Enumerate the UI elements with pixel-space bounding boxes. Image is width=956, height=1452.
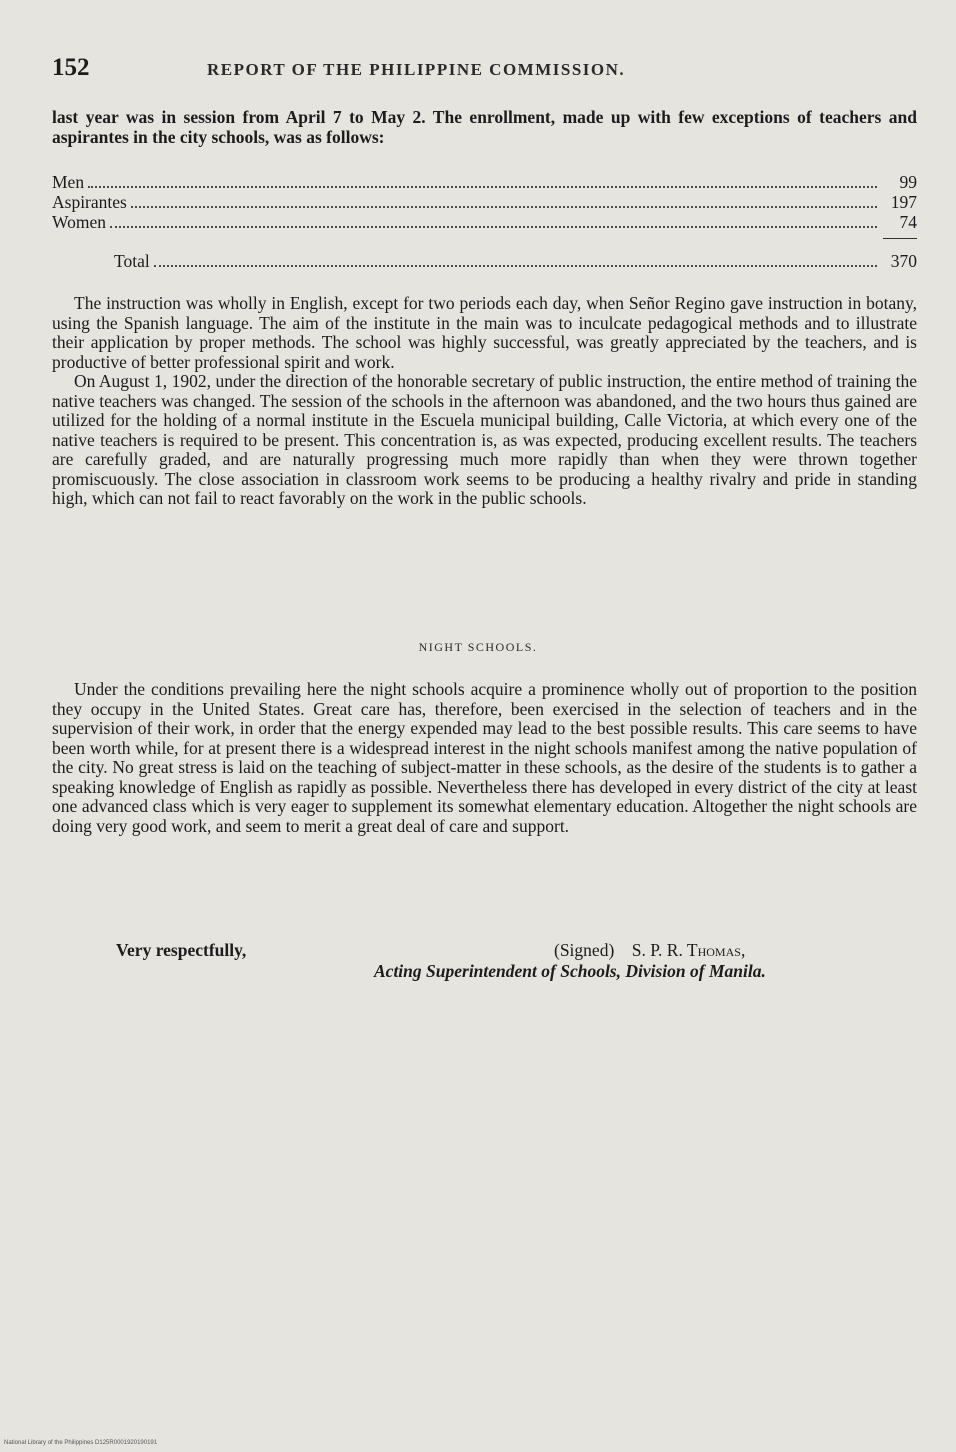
signer-title: Acting Superintendent of Schools, Division of Manila. (374, 961, 766, 981)
row-value: 197 (890, 192, 917, 212)
dot-leader (88, 174, 877, 188)
enrollment-table (52, 172, 917, 271)
dot-leader (110, 214, 877, 228)
paragraph: On August 1, 1902, under the direction of the honorable secretary of public instruction, the entire method of training the native teachers was changed. The session of the schools in the afternoon was abandoned, and the two hours thus gained are utilized for the holding of a normal institute in the Escuela municipal building, Calle Victoria, at which every one of the native teachers is required to be present. This concentration is, as was expected, producing excellent results. The teachers are carefully graded, and are naturally progressing much more rapidly than when they were thrown together promiscuously. The close association in classroom work seems to be producing a healthy rivalry and pride in standing high, which can not fail to react favorably on the work in the public schools. (52, 371, 917, 508)
row-value: 99 (899, 172, 917, 192)
institute-section (52, 294, 917, 509)
paragraph: The instruction was wholly in English, except for two periods each day, when Señor Regino gave instruction in botany, using the Spanish language. The aim of the institute in the main was to inculcate pedagogical methods and to illustrate their application by proper methods. The school was highly successful, was greatly appreciated by the teachers, and is productive of better professional spirit and work. (52, 293, 917, 372)
enrollment-row (52, 172, 917, 192)
enrollment-row (52, 192, 917, 212)
page-number: 152 (52, 54, 90, 81)
enrollment-total-row (52, 251, 917, 271)
salutation: Very respectfully, (116, 940, 247, 960)
signature-line (554, 940, 745, 961)
row-label: Aspirantes (52, 192, 127, 212)
enrollment-row (52, 212, 917, 232)
signer-name: S. P. R. Thomas, (631, 940, 746, 960)
row-value: 74 (899, 212, 917, 232)
dot-leader (154, 253, 877, 267)
running-title: REPORT OF THE PHILIPPINE COMMISSION. (207, 60, 626, 79)
total-label: Total (114, 251, 150, 271)
signed-note: (Signed) (554, 940, 615, 960)
archive-stamp: National Library of the Philippines D125R0001920190191 (4, 1440, 158, 1446)
dot-leader (131, 194, 877, 208)
row-label: Women (52, 212, 106, 232)
intro-paragraph (52, 108, 917, 147)
row-label: Men (52, 172, 85, 192)
sum-rule (883, 238, 917, 239)
total-value: 370 (890, 251, 917, 271)
page-header (52, 54, 912, 88)
intro-text: last year was in session from April 7 to May 2. The enrollment, made up with few exceptions of teachers and aspirantes in the city schools, was as follows: (52, 107, 917, 147)
night-schools-section (52, 680, 917, 836)
paragraph: Under the conditions prevailing here the night schools acquire a prominence wholly out of proportion to the position they occupy in the United States. Great care has, therefore, been exercised in the selection of teachers and in the supervision of their work, in order that the energy expended may lead to the best possible results. This care seems to have been worth while, for at present there is a widespread interest in the night schools manifest among the native population of the city. No great stress is laid on the teaching of subject-matter in these schools, as the desire of the students is to gather a speaking knowledge of English as rapidly as possible. Nevertheless there has developed in every district of the city at least one advanced class which is very eager to supplement its somewhat elementary education. Altogether the night schools are doing very good work, and seem to merit a great deal of care and support. (52, 679, 917, 836)
section-heading: NIGHT SCHOOLS. (418, 640, 538, 654)
